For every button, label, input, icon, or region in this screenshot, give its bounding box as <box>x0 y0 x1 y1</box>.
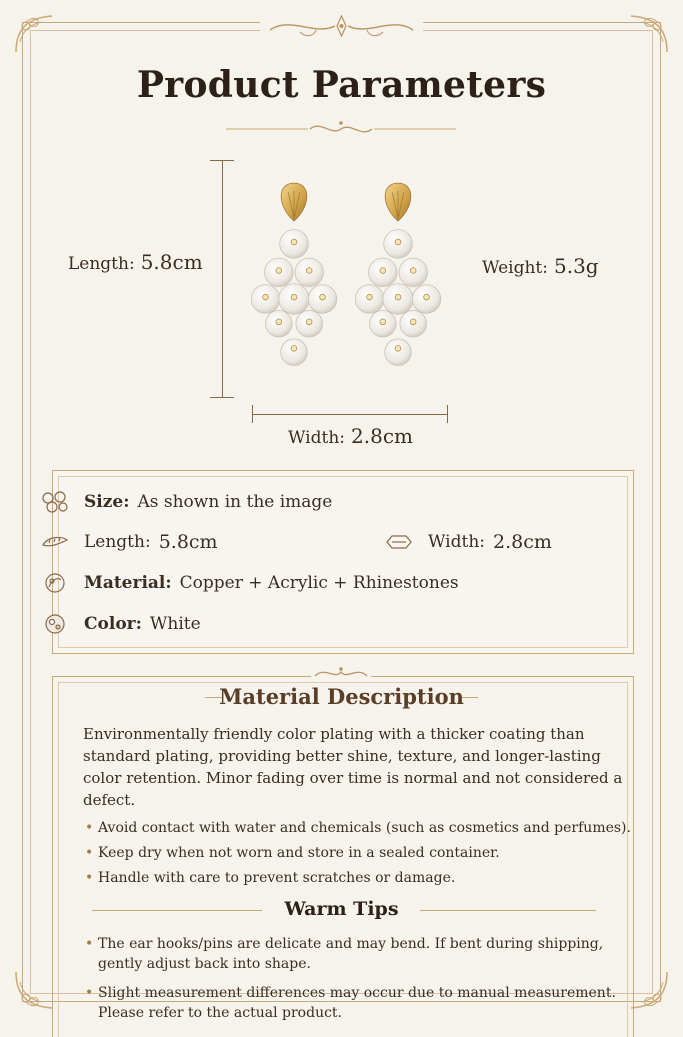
width-icon <box>384 530 414 554</box>
width-row <box>384 530 552 554</box>
color-value: White <box>149 614 201 634</box>
weight-value: 5.3g <box>553 254 599 278</box>
length-dimension-cap <box>210 397 234 398</box>
color-icon <box>40 612 70 636</box>
earrings-product-image <box>240 175 450 385</box>
list-item: • Slight measurement differences may occur due to manual measurement. Please refer to the actual product. <box>83 983 643 1023</box>
width-dimension-line <box>252 414 448 415</box>
flourish-corner-icon <box>12 12 58 58</box>
material-description-paragraph: Environmentally friendly color plating with a thicker coating than standard plating, providing better shine, texture, and longer-lasting color retention. Minor fading over time is normal and not considered a defect. <box>83 725 623 809</box>
list-item: • Keep dry when not worn and store in a sealed container. <box>83 843 643 863</box>
material-value: Copper + Acrylic + Rhinestones <box>179 573 459 593</box>
warm-tips-title: Warm Tips <box>284 898 399 920</box>
length-key: Length: <box>84 532 151 552</box>
length-dimension-cap <box>210 160 234 161</box>
size-value: As shown in the image <box>137 492 333 512</box>
list-item: • Avoid contact with water and chemicals (such as cosmetics and perfumes). <box>83 818 643 838</box>
list-item: • The ear hooks/pins are delicate and may bend. If bent during shipping, gently adjust back into shape. <box>83 934 643 974</box>
description-top-ornament <box>311 664 371 682</box>
length-dimension-line <box>222 160 223 398</box>
title-divider-ornament <box>226 118 456 140</box>
width-dimension-label <box>288 424 413 448</box>
width-dimension-cap <box>252 405 253 423</box>
length-row <box>40 530 218 554</box>
color-row <box>40 612 201 636</box>
ruler-icon <box>40 530 70 554</box>
material-icon <box>40 571 70 595</box>
page-title: Product Parameters <box>136 64 547 106</box>
color-key: Color: <box>84 614 142 634</box>
width-value: 2.8cm <box>351 424 413 448</box>
width-label-text: Width: <box>288 428 346 448</box>
length-label-text: Length: <box>68 254 135 274</box>
flourish-corner-icon <box>625 12 671 58</box>
material-description-title: Material Description <box>219 684 464 709</box>
length-info-value: 5.8cm <box>158 531 218 553</box>
size-key: Size: <box>84 492 130 512</box>
width-info-value: 2.8cm <box>493 531 552 553</box>
top-flourish-ornament <box>260 10 423 44</box>
weight-dimension-label <box>482 254 599 278</box>
material-row <box>40 571 459 595</box>
size-row <box>40 490 332 514</box>
list-item: • Handle with care to prevent scratches or damage. <box>83 868 643 888</box>
material-care-list <box>83 818 643 893</box>
warm-tips-list <box>83 934 643 1032</box>
weight-label-text: Weight: <box>482 258 548 278</box>
width-key: Width: <box>428 532 486 552</box>
size-icon <box>40 490 70 514</box>
width-dimension-cap <box>447 405 448 423</box>
length-value: 5.8cm <box>140 250 203 274</box>
length-dimension-label <box>68 250 203 274</box>
material-key: Material: <box>84 573 172 593</box>
